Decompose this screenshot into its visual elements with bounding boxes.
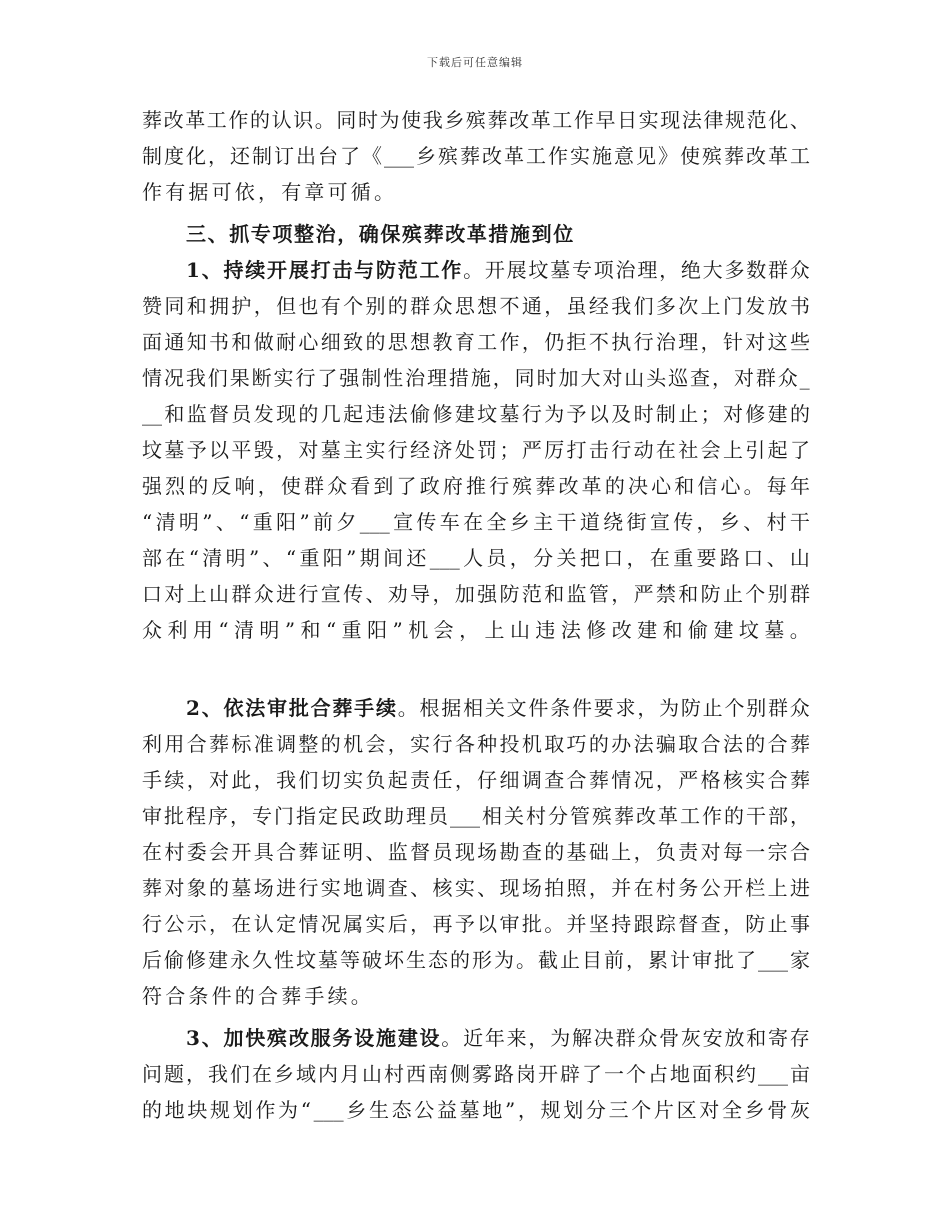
text-line: 后 偷 修 建 永 久 性 坟 墓 等 破 坏 生 态 的 形 为 。 截 止 目 前 ， 累 计 审 批 了 ___ 家 bbox=[142, 948, 810, 972]
page-header: 下载后可任意编辑 bbox=[427, 56, 523, 69]
text-line: 情 况 我 们 果 断 实 行 了 强 制 性 治 理 措 施 ， 同 时 加 大 对 山 头 巡 查 ， 对 群 众 _ bbox=[142, 366, 810, 390]
text-line: 众 利 用 “ 清 明 ” 和 “ 重 阳 ” 机 会 ， 上 山 违 法 修 改 建 和 偷 建 坟 墓 。 bbox=[142, 618, 810, 642]
document-body bbox=[142, 102, 810, 1128]
text-line: 的 地 块 规 划 作 为 “ ___ 乡 生 态 公 益 墓 地 ” ， 规 划 分 三 个 片 区 对 全 乡 骨 灰 bbox=[142, 1098, 810, 1122]
paragraph-first-line: 3 、 加 快 殡 改 服 务 设 施 建 设 。 近 年 来 ， 为 解 决 群 众 骨 灰 安 放 和 寄 存 bbox=[186, 1026, 810, 1050]
text-line: 问 题 ， 我 们 在 乡 域 内 月 山 村 西 南 侧 雾 路 岗 开 辟 了 一 个 占 地 面 积 约 ___ 亩 bbox=[142, 1062, 810, 1086]
text-line: 强 烈 的 反 响 ， 使 群 众 看 到 了 政 府 推 行 殡 葬 改 革 的 决 心 和 信 心 。 每 年 bbox=[142, 474, 810, 498]
text-line: “ 清 明 ” 、 “ 重 阳 ” 前 夕 ___ 宣 传 车 在 全 乡 主 干 道 绕 街 宣 传 ， 乡 、 村 干 bbox=[142, 510, 810, 534]
text-line: 赞 同 和 拥 护 ， 但 也 有 个 别 的 群 众 思 想 不 通 ， 虽 经 我 们 多 次 上 门 发 放 书 bbox=[142, 294, 810, 318]
text-line: 葬 对 象 的 墓 场 进 行 实 地 调 查 、 核 实 、 现 场 拍 照 ， 并 在 村 务 公 开 栏 上 进 bbox=[142, 876, 810, 900]
text-line: 作有据可依，有章可循。 bbox=[142, 180, 398, 204]
text-line: 利 用 合 葬 标 准 调 整 的 机 会 ， 实 行 各 种 投 机 取 巧 的 办 法 骗 取 合 法 的 合 葬 bbox=[142, 732, 810, 756]
text-line: 审 批 程 序 ， 专 门 指 定 民 政 助 理 员 ___ 相 关 村 分 管 殡 葬 改 革 工 作 的 干 部 ， bbox=[142, 804, 810, 828]
text-line: 制 度 化 ， 还 制 订 出 台 了 《 ___ 乡 殡 葬 改 革 工 作 实 施 意 见 》 使 殡 葬 改 革 工 bbox=[142, 144, 810, 168]
text-line: 葬 改 革 工 作 的 认 识 。 同 时 为 使 我 乡 殡 葬 改 革 工 作 早 日 实 现 法 律 规 范 化 、 bbox=[142, 108, 810, 132]
text-line bbox=[142, 648, 810, 684]
text-line: 手 续 ， 对 此 ， 我 们 切 实 负 起 责 任 ， 仔 细 调 查 合 葬 情 况 ， 严 格 核 实 合 葬 bbox=[142, 768, 810, 792]
text-line: 口 对 上 山 群 众 进 行 宣 传 、 劝 导 ， 加 强 防 范 和 监 管 ， 严 禁 和 防 止 个 别 群 bbox=[142, 582, 810, 606]
text-line: 在 村 委 会 开 具 合 葬 证 明 、 监 督 员 现 场 勘 查 的 基 础 上 ， 负 责 对 每 一 宗 合 bbox=[142, 840, 810, 864]
text-line: 部 在 “ 清 明 ” 、 “ 重 阳 ” 期 间 还 ___ 人 员 ， 分 关 把 口 ， 在 重 要 路 口 、 山 bbox=[142, 546, 810, 570]
text-line: 符合条件的合葬手续。 bbox=[142, 984, 374, 1008]
text-line: 面 通 知 书 和 做 耐 心 细 致 的 思 想 教 育 工 作 ， 仍 拒 不 执 行 治 理 ， 针 对 这 些 bbox=[142, 330, 810, 354]
section-heading: 三、抓专项整治，确保殡葬改革措施到位 bbox=[186, 222, 575, 246]
paragraph-first-line: 1 、 持 续 开 展 打 击 与 防 范 工 作 。 开 展 坟 墓 专 项 治 理 ， 绝 大 多 数 群 众 bbox=[186, 258, 810, 282]
text-line: 坟 墓 予 以 平 毁 ， 对 墓 主 实 行 经 济 处 罚 ； 严 厉 打 击 行 动 在 社 会 上 引 起 了 bbox=[142, 438, 810, 462]
paragraph-first-line: 2 、 依 法 审 批 合 葬 手 续 。 根 据 相 关 文 件 条 件 要 求 ， 为 防 止 个 别 群 众 bbox=[186, 696, 810, 720]
text-line: __ 和 监 督 员 发 现 的 几 起 违 法 偷 修 建 坟 墓 行 为 予 以 及 时 制 止 ； 对 修 建 的 bbox=[142, 402, 810, 426]
text-line: 行 公 示 ， 在 认 定 情 况 属 实 后 ， 再 予 以 审 批 。 并 坚 持 跟 踪 督 查 ， 防 止 事 bbox=[142, 912, 810, 936]
